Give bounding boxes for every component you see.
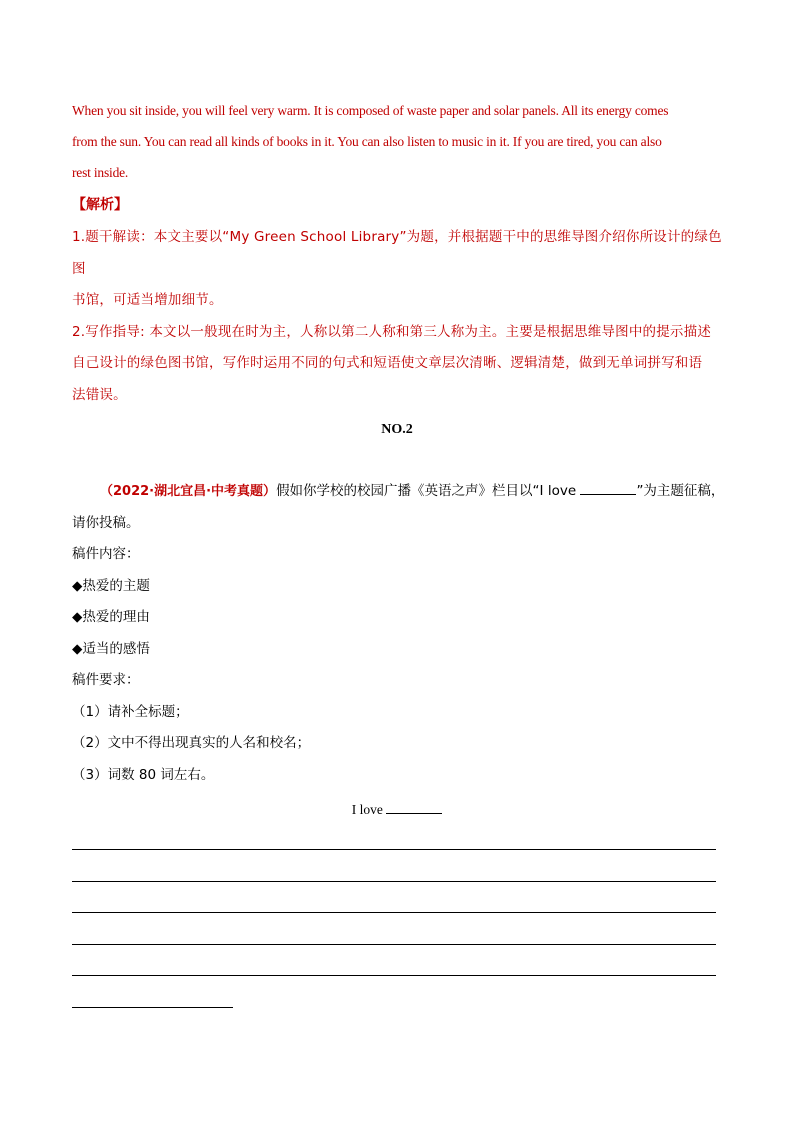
analysis-heading: 【解析】 (72, 197, 128, 213)
essay-title (0, 800, 794, 820)
content-item: ◆热爱的理由 (72, 609, 150, 625)
writing-line[interactable] (72, 849, 716, 850)
answer-line-1: When you sit inside, you will feel very warm. It is composed of waste paper and solar panels. All its energy comes (72, 103, 669, 118)
prompt-part-2: ”为主题征稿， (636, 483, 725, 499)
analysis-point1-line1: 1.题干解读：本文主要以“My Green School Library”为题，并根据题干中的思维导图介绍你所设计的绿色图 (72, 229, 722, 277)
writing-line[interactable] (72, 975, 716, 976)
writing-line[interactable] (72, 912, 716, 913)
question-source-tag: （2022·湖北宜昌·中考真题） (100, 484, 277, 499)
answer-passage (72, 95, 722, 188)
analysis-point2-line2: 自己设计的绿色图书馆，写作时运用不同的句式和短语使文章层次清晰、逻辑清楚，做到无单词拼写和语 (72, 355, 703, 371)
analysis-point2-line1: 2.写作指导: 本文以一般现在时为主，人称以第二人称和第三人称为主。主要是根据思维导图中的提示描述 (72, 323, 712, 340)
prompt-line-1 (72, 476, 732, 508)
prompt-blank (580, 482, 636, 495)
writing-line[interactable] (72, 944, 716, 945)
content-label: 稿件内容： (72, 546, 140, 562)
content-item: ◆适当的感悟 (72, 640, 150, 657)
essay-title-text: I love (351, 802, 387, 817)
requirements-label: 稿件要求： (72, 672, 140, 688)
analysis-body (72, 222, 722, 411)
answer-line-2: from the sun. You can read all kinds of books in it. You can also listen to music in it. If you are tired, you can also (72, 134, 662, 149)
writing-line[interactable] (72, 881, 716, 882)
answer-line-3: rest inside. (72, 165, 129, 180)
requirement-item: （3）词数 80 词左右。 (72, 766, 215, 783)
writing-line-short[interactable] (72, 1007, 233, 1008)
question-prompt (72, 476, 732, 791)
prompt-line-2: 请你投稿。 (72, 514, 140, 531)
analysis-point1-line2: 书馆，可适当增加细节。 (72, 292, 223, 308)
requirement-item: （1）请补全标题； (72, 703, 189, 720)
question-number: NO.2 (381, 422, 413, 437)
requirement-item: （2）文中不得出现真实的人名和校名； (72, 735, 311, 751)
essay-title-blank (386, 801, 442, 814)
prompt-part-1: 假如你学校的校园广播《英语之声》栏目以“I love (276, 483, 581, 499)
analysis-point2-line3: 法错误。 (72, 386, 127, 403)
content-item: ◆热爱的主题 (72, 577, 150, 594)
